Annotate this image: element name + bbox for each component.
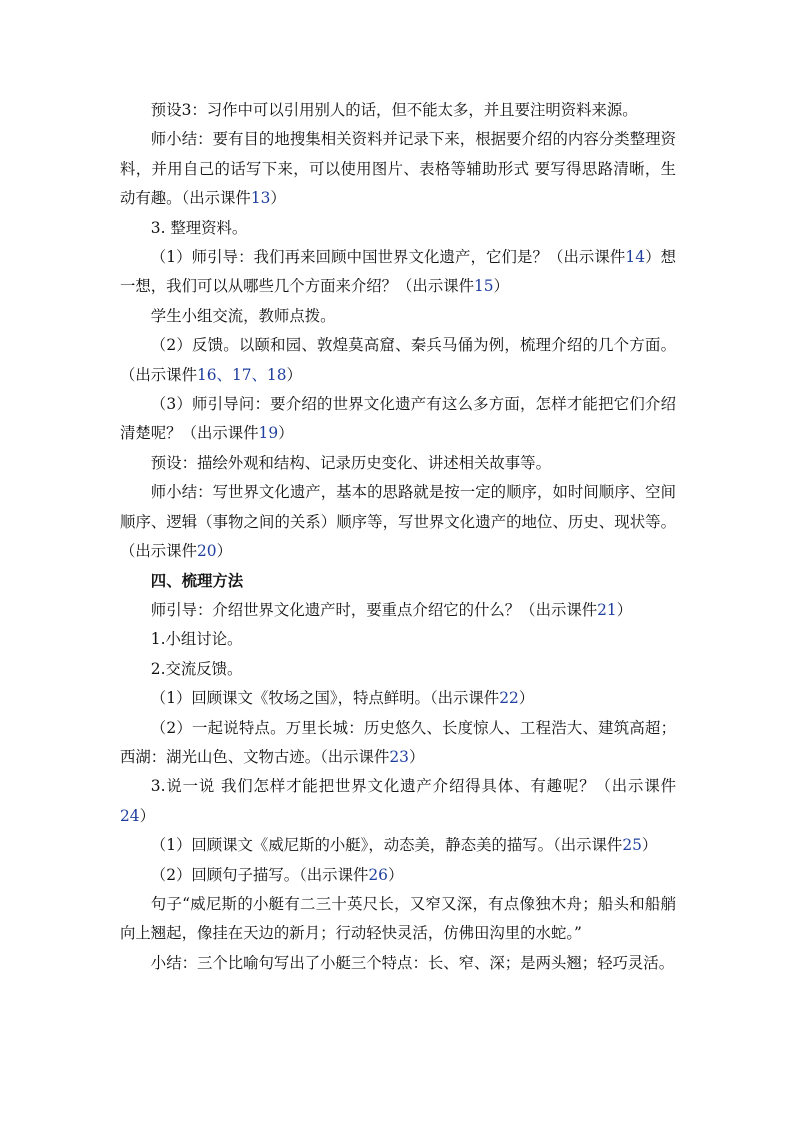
slide-number: 21 bbox=[597, 600, 617, 619]
paragraph-step-1: 1.小组讨论。 bbox=[150, 630, 243, 649]
slide-number: 22 bbox=[499, 689, 519, 708]
paragraph-review-venice: （1）回顾课文《威尼斯的小艇》，动态美，静态美的描写。（出示课件25） bbox=[150, 836, 658, 855]
paragraph-preset-3: 预设3：习作中可以引用别人的话，但不能太多，并且要注明资料来源。 bbox=[150, 101, 638, 119]
section-heading-method: 四、梳理方法 bbox=[150, 571, 244, 590]
slide-number: 15 bbox=[474, 277, 494, 296]
slide-number: 24 bbox=[120, 806, 140, 825]
paragraph-preset: 预设：描绘外观和结构、记录历史变化、讲述相关故事等。 bbox=[150, 453, 551, 472]
paragraph-features-2: （2）一起说特点。万里长城：历史悠久、长度惊人、工程浩大、建筑高超；西湖：湖光山色、文物古迹。（出示课件23） bbox=[120, 718, 676, 766]
paragraph-teacher-summary-1: 师小结：要有目的地搜集相关资料并记录下来，根据要介绍的内容分类整理资料，并用自己的话写下来，可以使用图片、表格等辅助形式 要写得思路清晰，生动有趣。（出示课件13） bbox=[120, 130, 676, 208]
paragraph-final-summary: 小结：三个比喻句写出了小艇三个特点：长、窄、深；是两头翘；轻巧灵活。 bbox=[150, 953, 675, 972]
paragraph-review-1: （1）回顾课文《牧场之国》，特点鲜明。（出示课件22） bbox=[150, 689, 535, 708]
paragraph-teacher-summary-2: 师小结：写世界文化遗产，基本的思路就是按一定的顺序，如时间顺序、空间顺序、逻辑（事物之间的关系）顺序等，写世界文化遗产的地位、历史、现状等。（出示课件20） bbox=[120, 483, 676, 561]
slide-number: 16、17、18 bbox=[196, 365, 287, 384]
slide-number: 19 bbox=[258, 424, 279, 443]
paragraph-guide-1: （1）师引导：我们再来回顾中国世界文化遗产，它们是？（出示课件14）想一想，我们可以从哪些几个方面来介绍？（出示课件15） bbox=[120, 248, 676, 296]
slide-number: 20 bbox=[196, 542, 217, 561]
slide-number: 26 bbox=[368, 865, 388, 884]
slide-number: 14 bbox=[625, 248, 645, 267]
paragraph-quoted-sentence: 句子“威尼斯的小艇有二三十英尺长，又窄又深，有点像独木舟；船头和船艄向上翘起，像挂在天边的新月；行动轻快灵活，仿佛田沟里的水蛇。” bbox=[120, 894, 676, 943]
document-page bbox=[120, 96, 676, 978]
paragraph-feedback-2: （2）反馈。以颐和园、敦煌莫高窟、秦兵马俑为例，梳理介绍的几个方面。（出示课件16、17、18） bbox=[120, 336, 676, 384]
paragraph-step-3-speak: 3.说一说 我们怎样才能把世界文化遗产介绍得具体、有趣呢？（出示课件24） bbox=[120, 777, 676, 825]
paragraph-review-sentences: （2）回顾句子描写。（出示课件26） bbox=[150, 865, 404, 884]
paragraph-step-2: 2.交流反馈。 bbox=[150, 659, 243, 678]
slide-number: 13 bbox=[250, 189, 271, 208]
paragraph-group-discussion: 学生小组交流，教师点拨。 bbox=[150, 306, 336, 325]
slide-number: 23 bbox=[389, 747, 409, 766]
paragraph-step-3-organize: 3. 整理资料。 bbox=[150, 218, 248, 237]
paragraph-teacher-guide: 师引导：介绍世界文化遗产时，要重点介绍它的什么？（出示课件21） bbox=[150, 600, 633, 619]
slide-number: 25 bbox=[622, 836, 642, 855]
paragraph-guide-question-3: （3）师引导问：要介绍的世界文化遗产有这么多方面，怎样才能把它们介绍清楚呢？（出示课件19） bbox=[120, 395, 676, 443]
